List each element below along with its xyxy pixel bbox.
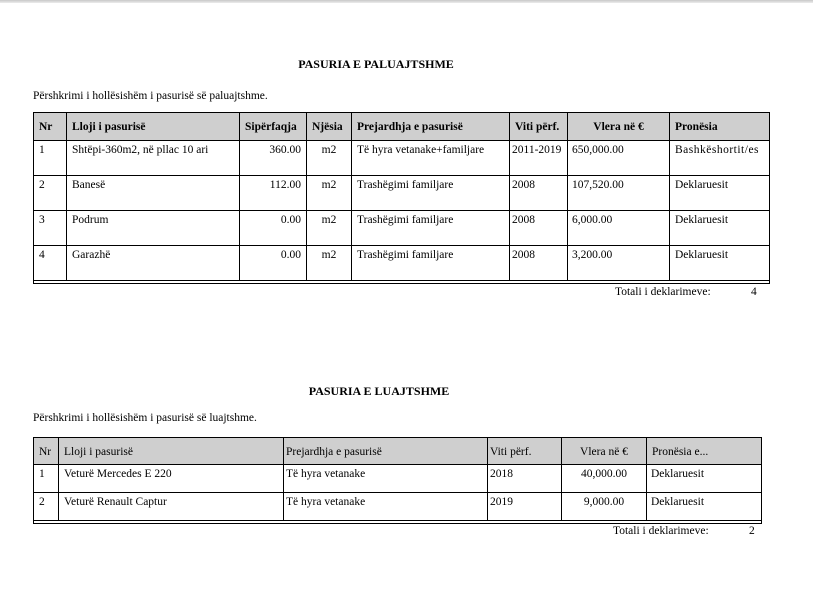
cell-year: 2008 bbox=[510, 176, 568, 211]
table-footer-rule bbox=[34, 521, 762, 524]
cell-ownership: Deklaruesit bbox=[670, 211, 770, 246]
header-nr: Nr bbox=[34, 438, 59, 465]
cell-area: 360.00 bbox=[240, 141, 307, 176]
cell-year: 2011-2019 bbox=[510, 141, 568, 176]
immovable-section-title: PASURIA E PALUAJTSHME bbox=[298, 57, 454, 71]
cell-type: Podrum bbox=[67, 211, 240, 246]
cell-unit: m2 bbox=[307, 211, 352, 246]
movable-description: Përshkrimi i hollësishëm i pasurisë së luajtshme. bbox=[33, 412, 257, 424]
cell-value: 107,520.00 bbox=[568, 176, 670, 211]
header-area: Sipërfaqja bbox=[240, 113, 307, 141]
movable-total-value: 2 bbox=[749, 525, 755, 537]
cell-area: 0.00 bbox=[240, 211, 307, 246]
cell-ownership: Deklaruesit bbox=[647, 465, 762, 493]
cell-value: 6,000.00 bbox=[568, 211, 670, 246]
cell-value: 9,000.00 bbox=[562, 493, 647, 521]
header-year: Viti përf. bbox=[488, 438, 562, 465]
cell-type: Veturë Mercedes E 220 bbox=[59, 465, 284, 493]
table-footer-rule bbox=[34, 281, 770, 284]
cell-ownership: Deklaruesit bbox=[670, 246, 770, 281]
cell-unit: m2 bbox=[307, 141, 352, 176]
movable-total-label: Totali i deklarimeve: bbox=[613, 525, 709, 537]
cell-nr: 3 bbox=[34, 211, 67, 246]
cell-ownership: Deklaruesit bbox=[647, 493, 762, 521]
cell-type: Banesë bbox=[67, 176, 240, 211]
cell-value: 40,000.00 bbox=[562, 465, 647, 493]
movable-section-title: PASURIA E LUAJTSHME bbox=[308, 384, 450, 398]
header-ownership: Pronësia e... bbox=[647, 438, 762, 465]
header-nr: Nr bbox=[34, 113, 67, 141]
cell-nr: 2 bbox=[34, 176, 67, 211]
header-year: Viti përf. bbox=[510, 113, 568, 141]
header-ownership: Pronësia bbox=[670, 113, 770, 141]
header-value: Vlera në € bbox=[568, 113, 670, 141]
header-value: Vlera në € bbox=[562, 438, 647, 465]
cell-nr: 2 bbox=[34, 493, 59, 521]
cell-year: 2008 bbox=[510, 211, 568, 246]
table-row bbox=[34, 211, 770, 246]
cell-type: Veturë Renault Captur bbox=[59, 493, 284, 521]
table-row bbox=[34, 493, 762, 521]
table-row bbox=[34, 246, 770, 281]
header-unit: Njësia bbox=[307, 113, 352, 141]
cell-area: 0.00 bbox=[240, 246, 307, 281]
cell-origin: Të hyra vetanake bbox=[284, 493, 488, 521]
immovable-header-row bbox=[34, 113, 770, 141]
cell-nr: 1 bbox=[34, 465, 59, 493]
cell-unit: m2 bbox=[307, 176, 352, 211]
cell-origin: Të hyra vetanake bbox=[284, 465, 488, 493]
cell-value: 3,200.00 bbox=[568, 246, 670, 281]
cell-year: 2018 bbox=[488, 465, 562, 493]
viewer-top-edge bbox=[0, 0, 813, 3]
cell-origin: Trashëgimi familjare bbox=[352, 246, 510, 281]
cell-origin: Trashëgimi familjare bbox=[352, 211, 510, 246]
cell-origin: Të hyra vetanake+familjare bbox=[352, 141, 510, 176]
movable-table bbox=[33, 437, 762, 524]
immovable-table bbox=[33, 112, 770, 284]
cell-year: 2019 bbox=[488, 493, 562, 521]
cell-area: 112.00 bbox=[240, 176, 307, 211]
table-row bbox=[34, 465, 762, 493]
header-origin: Prejardhja e pasurisë bbox=[284, 438, 488, 465]
cell-unit: m2 bbox=[307, 246, 352, 281]
cell-type: Shtëpi-360m2, në pllac 10 ari bbox=[67, 141, 240, 176]
immovable-total-value: 4 bbox=[751, 286, 757, 298]
header-type: Lloji i pasurisë bbox=[67, 113, 240, 141]
cell-type: Garazhë bbox=[67, 246, 240, 281]
table-row bbox=[34, 141, 770, 176]
cell-nr: 1 bbox=[34, 141, 67, 176]
immovable-description: Përshkrimi i hollësishëm i pasurisë së paluajtshme. bbox=[33, 90, 268, 102]
header-origin: Prejardhja e pasurisë bbox=[352, 113, 510, 141]
cell-nr: 4 bbox=[34, 246, 67, 281]
immovable-total-label: Totali i deklarimeve: bbox=[615, 286, 711, 298]
cell-ownership: Bashkëshortit/es bbox=[670, 141, 770, 176]
cell-value: 650,000.00 bbox=[568, 141, 670, 176]
cell-year: 2008 bbox=[510, 246, 568, 281]
movable-header-row bbox=[34, 438, 762, 465]
cell-origin: Trashëgimi familjare bbox=[352, 176, 510, 211]
table-row bbox=[34, 176, 770, 211]
header-type: Lloji i pasurisë bbox=[59, 438, 284, 465]
cell-ownership: Deklaruesit bbox=[670, 176, 770, 211]
